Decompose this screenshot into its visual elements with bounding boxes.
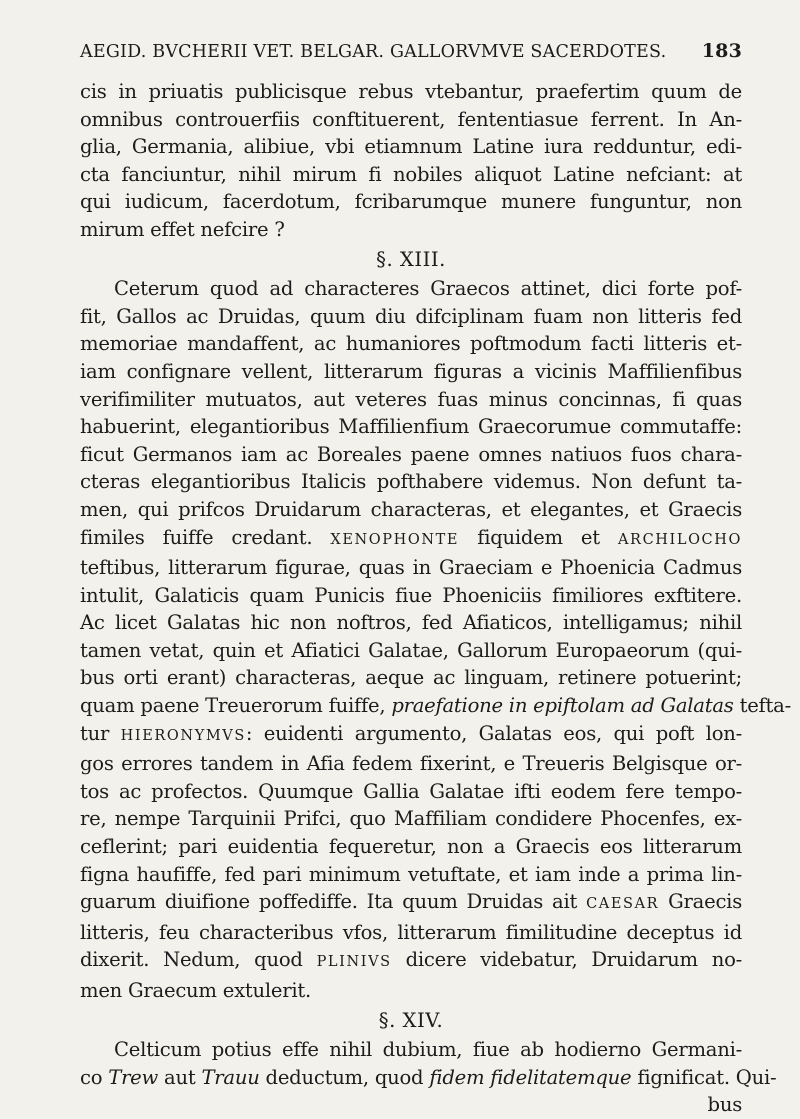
text-line: guarum diuifione poffediffe. Ita quum Druidas ait CAESAR Graecis	[80, 890, 742, 914]
text-line: fimiles fuiffe credant. XENOPHONTE fiquidem et ARCHILOCHO	[80, 525, 742, 549]
text-line: bus orti erant) characteras, aeque ac linguam, retinere potuerint;	[80, 666, 742, 690]
author-name-caesar: CAESAR	[586, 896, 660, 913]
text-line: cta fanciuntur, nihil mirum fi nobiles aliquot Latine nefciant: at	[80, 162, 742, 186]
text-line: ceflerint; pari euidentia fequeretur, non a Graecis eos litterarum	[80, 835, 742, 859]
text-line: iam confignare vellent, litterarum figuras a vicinis Maffilienfibus	[80, 359, 742, 383]
text-line: gos errores tandem in Afia fedem fixerint, e Treueris Belgisque or-	[80, 752, 742, 776]
text-line: omnibus controuerfiis conftituerent, fententiasue ferrent. In An-	[80, 107, 742, 131]
text-line: re, nempe Tarquinii Prifci, quo Maffiliam condidere Phocenfes, ex-	[80, 807, 742, 831]
text-line: intulit, Galaticis quam Punicis fiue Phoeniciis fimiliores exftitere.	[80, 583, 742, 607]
text-line: memoriae mandaffent, ac humaniores poftmodum facti litteris et-	[80, 332, 742, 356]
author-name-plinius: PLINIVS	[316, 954, 392, 971]
latin-gloss: fidem fidelitatemque	[429, 1065, 632, 1089]
text-line: men, qui prifcos Druidarum characteras, et elegantes, et Graecis	[80, 497, 742, 521]
text-line: Ac licet Galatas hic non noftros, fed Afiaticos, intelligamus; nihil	[80, 611, 742, 635]
cited-work: praefatione in epiftolam ad Galatas	[391, 694, 734, 718]
running-head-title: AEGID. BVCHERII VET. BELGAR. GALLORVMVE SACERDOTES.	[80, 42, 667, 62]
text-line: verifimiliter mutuatos, aut veteres fuas minus concinnas, fi quas	[80, 387, 742, 411]
page-number: 183	[701, 40, 742, 62]
author-name-xenophon: XENOPHONTE	[330, 531, 460, 548]
text-line: co Trew aut Trauu deductum, quod fidem fidelitatemque fignificat. Qui-	[80, 1065, 777, 1089]
text-line: litteris, feu characteribus vfos, litterarum fimilitudine deceptus id	[80, 920, 742, 944]
text-line: tamen vetat, quin et Afiatici Galatae, Gallorum Europaeorum (qui-	[80, 638, 742, 662]
text-line: qui iudicum, facerdotum, fcribarumque munere funguntur, non	[80, 190, 742, 214]
running-head	[80, 40, 742, 62]
text-line: quam paene Treuerorum fuiffe, praefatione in epiftolam ad Galatas tefta-	[80, 694, 791, 718]
text-line: tos ac profectos. Quumque Gallia Galatae ifti eodem fere tempo-	[80, 779, 742, 803]
text-line: Ceterum quod ad characteres Graecos attinet, dici forte pof-	[114, 277, 742, 301]
text-line: figna haufiffe, fed pari minimum vetuftate, et iam inde a prima lin-	[80, 862, 742, 886]
text-line: ficut Germanos iam ac Boreales paene omnes natiuos fuos chara-	[80, 442, 742, 466]
text-line: men Graecum extulerit.	[80, 979, 311, 1002]
text-line: fit, Gallos ac Druidas, quum diu difciplinam fuam non litteris fed	[80, 304, 742, 328]
text-line: cis in priuatis publicisque rebus vtebantur, praefertim quum de	[80, 80, 742, 103]
german-word-trauu: Trauu	[201, 1065, 260, 1089]
text-line: dixerit. Nedum, quod PLINIVS dicere videbatur, Druidarum no-	[80, 948, 742, 972]
author-name-hieronymus: HIERONYMVS	[120, 727, 246, 744]
text-line: glia, Germania, alibiue, vbi etiamnum Latine iura redduntur, edi-	[80, 135, 742, 159]
text-line: habuerint, elegantioribus Maffilienfium Graecorumue commutaffe:	[80, 415, 742, 439]
catchword: bus	[707, 1093, 742, 1117]
german-word-trew: Trew	[108, 1065, 159, 1089]
author-name-archilochus: ARCHILOCHO	[617, 531, 742, 548]
text-line: teftibus, litterarum figurae, quas in Graeciam e Phoenicia Cadmus	[80, 556, 742, 580]
main-text	[80, 78, 791, 1119]
text-line: Celticum potius effe nihil dubium, fiue ab hodierno Germani-	[114, 1038, 742, 1062]
text-line: mirum effet nefcire ?	[80, 217, 285, 241]
text-line: cteras elegantioribus Italicis pofthabere videmus. Non defunt ta-	[80, 470, 742, 494]
text-line: tur HIERONYMVS: euidenti argumento, Galatas eos, qui poft lon-	[80, 721, 742, 745]
section-heading-13: §. XIII.	[376, 247, 446, 271]
section-heading-14: §. XIV.	[378, 1008, 444, 1032]
